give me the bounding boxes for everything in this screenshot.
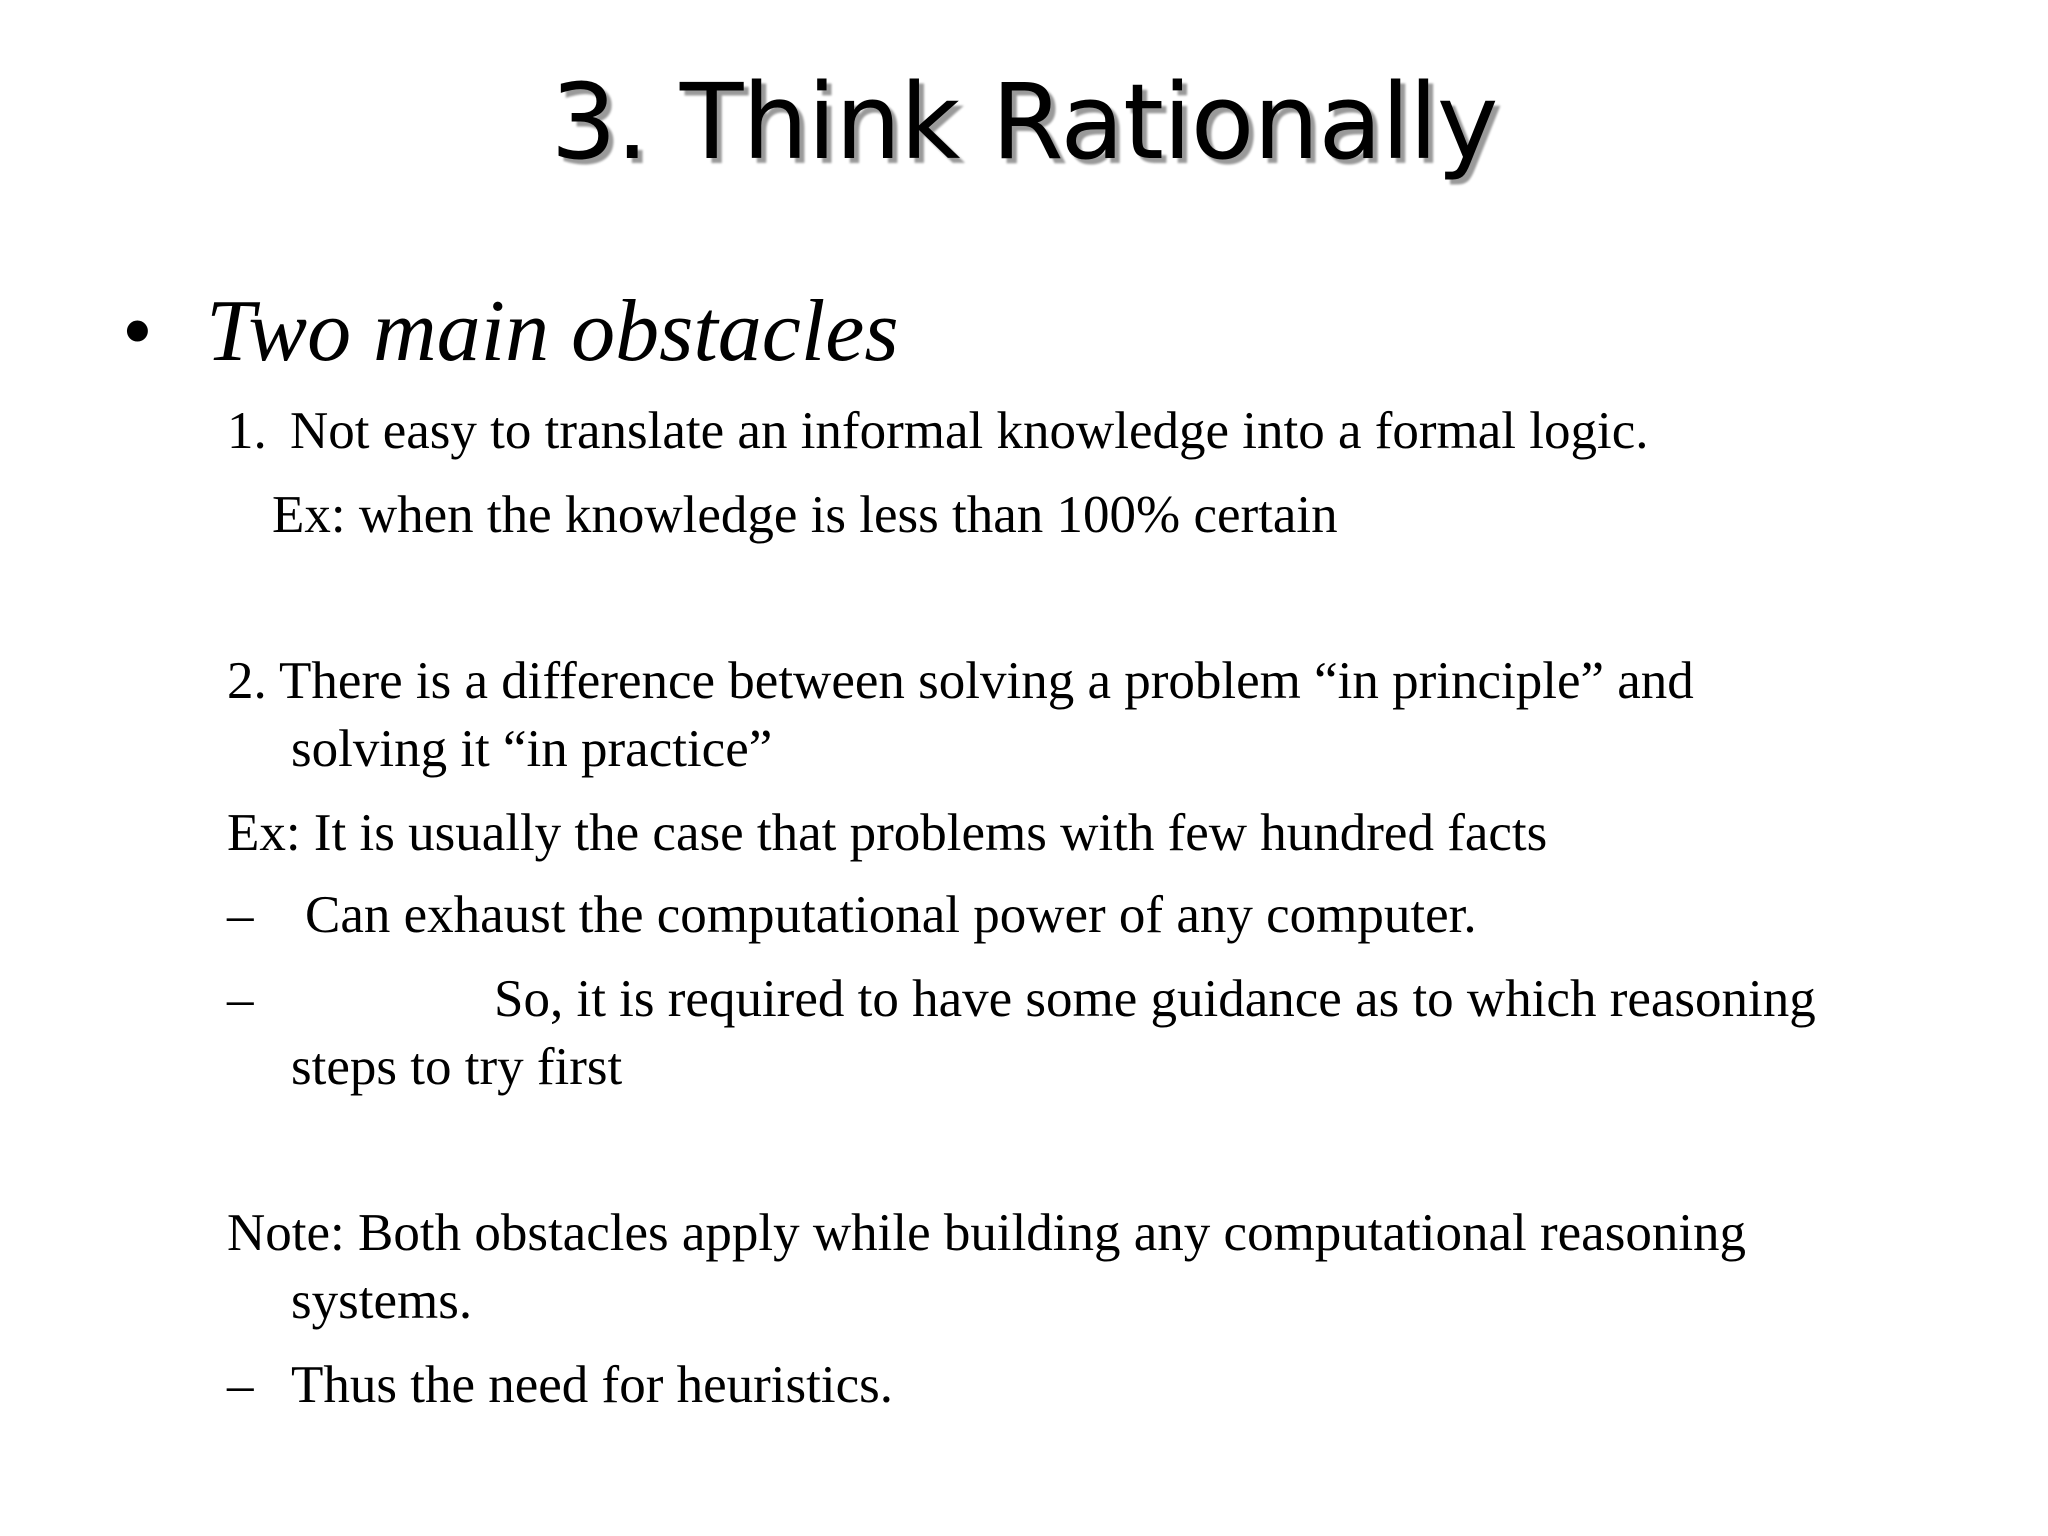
slide-title: 3. Think Rationally [550,61,1498,183]
obstacle-2-line-2: solving it “in practice” [291,720,773,778]
sub-point-2 [227,966,1816,1032]
main-bullet-text: Two main obstacles [206,283,899,380]
obstacle-1-example: Ex: when the knowledge is less than 100% certain [272,486,1338,544]
obstacle-1-text: Not easy to translate an informal knowledge into a formal logic. [290,402,1649,460]
sub-point-2-text: So, it is required to have some guidance as to which reasoning [494,970,1816,1028]
sub-point-1 [227,882,1477,948]
main-bullet [122,282,899,382]
obstacle-2-example: Ex: It is usually the case that problems with few hundred facts [227,804,1548,862]
dash-marker: – [227,886,254,944]
sub-point-1-text: Can exhaust the computational power of any computer. [305,886,1477,944]
dash-marker: – [227,1356,254,1414]
sub-point-3 [227,1352,893,1418]
obstacle-1 [227,398,1648,464]
sub-point-2-continued: steps to try first [291,1038,623,1096]
note-line-1: Note: Both obstacles apply while building any computational reasoning [227,1204,1747,1262]
obstacle-2-line-1: 2. There is a difference between solving a problem “in principle” and [227,652,1694,710]
note-line-2: systems. [291,1272,473,1330]
sub-point-3-text: Thus the need for heuristics. [291,1356,893,1414]
obstacle-1-number: 1. [227,402,267,460]
dash-marker: – [227,970,254,1028]
bullet-dot: • [122,283,153,380]
